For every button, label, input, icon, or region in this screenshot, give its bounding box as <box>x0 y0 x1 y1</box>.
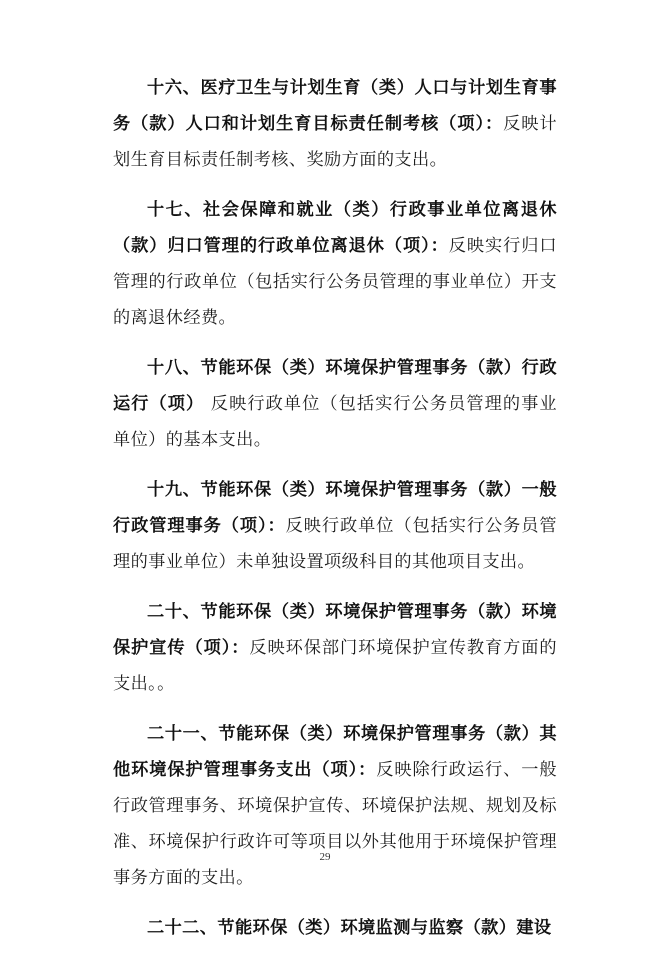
paragraph-18 <box>113 350 557 458</box>
paragraph-heading: 十八、节能环保（类）环境保护管理事务（款）行政运行（项） <box>113 358 557 414</box>
paragraph-heading: 二十二、节能环保（类）环境监测与监察（款）建设 <box>147 918 552 938</box>
paragraph-16 <box>113 70 557 178</box>
paragraph-heading: 十九、节能环保（类）环境保护管理事务（款）一般行政管理事务（项）： <box>113 480 557 536</box>
paragraph-text: 反映行政单位（包括实行公务员管理的事业单位）未单独设置项级科目的其他项目支出。 <box>113 516 557 572</box>
paragraph-17 <box>113 192 557 336</box>
paragraph-21 <box>113 716 557 896</box>
paragraph-heading: 二十、节能环保（类）环境保护管理事务（款）环境保护宣传（项）： <box>113 602 557 658</box>
paragraph-heading: 十六、医疗卫生与计划生育（类）人口与计划生育事务（款）人口和计划生育目标责任制考核（项）： <box>113 78 557 134</box>
paragraph-heading: 十七、社会保障和就业（类）行政事业单位离退休（款）归口管理的行政单位离退休（项）： <box>113 200 557 256</box>
paragraph-19 <box>113 472 557 580</box>
page-number: 29 <box>319 851 331 863</box>
paragraph-text: 反映行政单位（包括实行公务员管理的事业单位）的基本支出。 <box>113 394 557 450</box>
paragraph-heading: 二十一、节能环保（类）环境保护管理事务（款）其他环境保护管理事务支出（项）： <box>113 724 557 780</box>
paragraph-text: 反映实行归口管理的行政单位（包括实行公务员管理的事业单位）开支的离退休经费。 <box>113 236 557 328</box>
paragraph-text: 反映计划生育目标责任制考核、奖励方面的支出。 <box>113 114 558 170</box>
paragraph-20 <box>113 594 557 702</box>
paragraph-text: 反映除行政运行、一般行政管理事务、环境保护宣传、环境保护法规、规划及标准、环境保护行政许可等项目以外其他用于环境保护管理事务方面的支出。 <box>113 760 557 888</box>
document-body <box>113 70 557 960</box>
paragraph-text: 反映环保部门环境保护宣传教育方面的支出。。 <box>113 638 557 694</box>
paragraph-22 <box>113 910 557 946</box>
